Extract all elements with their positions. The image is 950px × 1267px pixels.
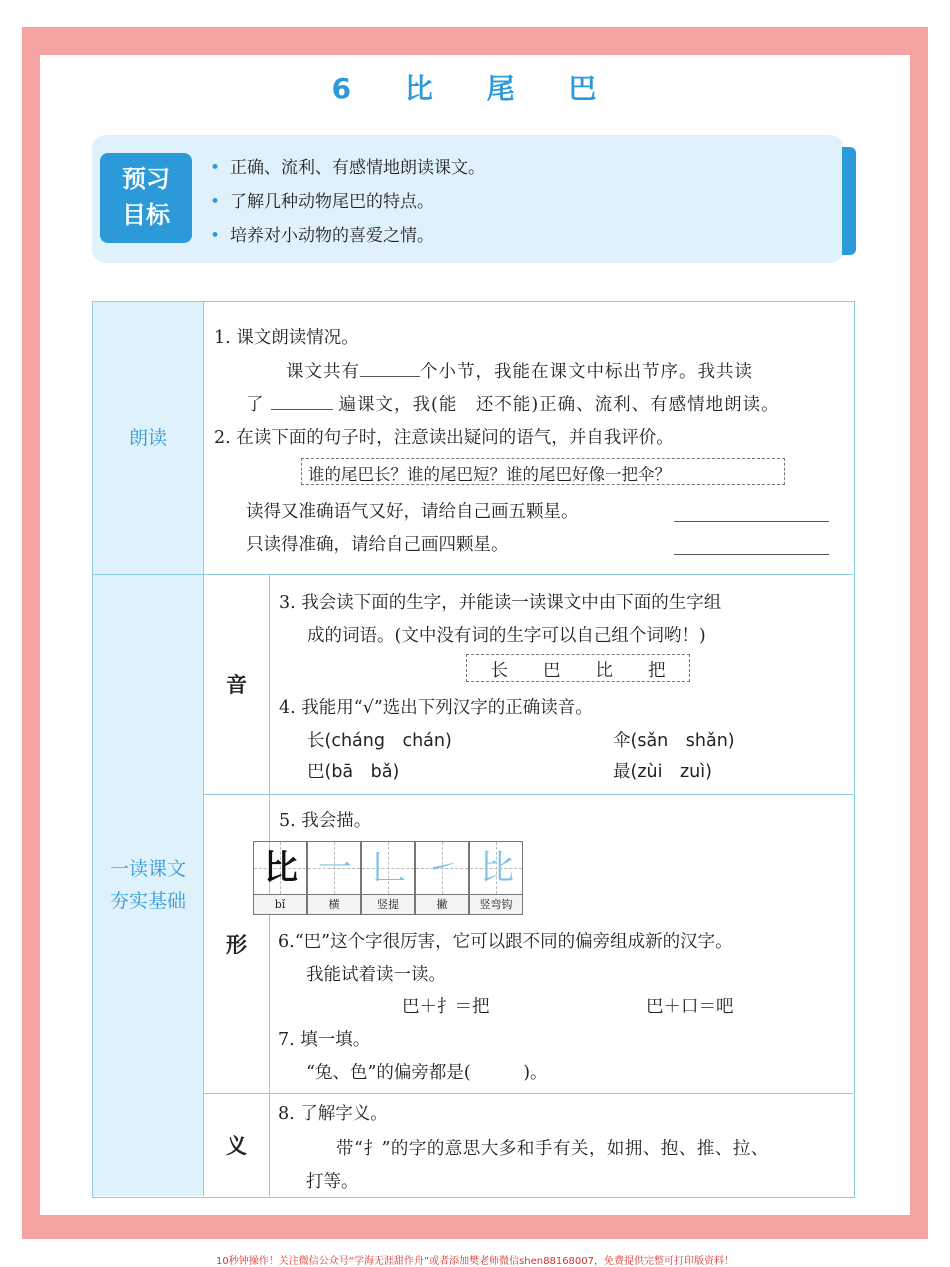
tracing-cell[interactable] — [361, 841, 415, 915]
tracing-caption: 竖弯钩 — [470, 894, 522, 914]
q1-line2-b: 遍课文，我(能 还不能)正确、流利、有感情地朗读。 — [338, 395, 780, 415]
section-basics-line2: 夯实基础 — [109, 890, 186, 912]
q3-chars: 长 巴 比 把 — [490, 661, 666, 681]
subsection-sound: 音 — [226, 672, 247, 697]
q2-stars-line2[interactable] — [674, 554, 829, 555]
section-reading — [93, 302, 204, 574]
q7-title: 7. 填一填。 — [278, 1030, 371, 1050]
q4-title: 4. 我能用“√”选出下列汉字的正确读音。 — [279, 698, 593, 718]
tracing-char: 一 — [318, 848, 352, 888]
goals-badge-line1: 预习 — [122, 165, 170, 193]
q1-title: 1. 课文朗读情况。 — [214, 328, 359, 348]
tracing-char: 比 — [480, 848, 514, 888]
q8-line1: 带“扌”的字的意思大多和手有关，如拥、抱、推、拉、 — [336, 1139, 769, 1159]
worksheet-page — [40, 55, 910, 1215]
q1-line1 — [286, 358, 753, 383]
divider — [204, 1093, 853, 1094]
tracing-char: 𠃊 — [372, 848, 406, 888]
tracing-caption: 竖提 — [362, 894, 414, 914]
section-basics-line1: 一读课文 — [109, 858, 186, 880]
goals-badge — [100, 153, 192, 243]
preview-goals-panel — [92, 135, 844, 263]
tracing-cell[interactable] — [415, 841, 469, 915]
q6-line1: 6.“巴”这个字很厉害，它可以跟不同的偏旁组成新的汉字。 — [278, 932, 733, 952]
q2-sentence-box — [301, 458, 785, 485]
q7-text[interactable]: “兔、色”的偏旁都是( )。 — [306, 1063, 548, 1083]
q6-equation2: 巴＋口＝吧 — [646, 997, 734, 1017]
subsection-meaning: 义 — [226, 1132, 247, 1158]
goal-item: • 正确、流利、有感情地朗读课文。 — [210, 151, 485, 185]
tracing-cell[interactable] — [469, 841, 523, 915]
goals-badge-line2: 目标 — [122, 201, 170, 229]
tracing-caption: 横 — [308, 894, 360, 914]
q8-title: 8. 了解字义。 — [278, 1104, 388, 1124]
q8-line2: 打等。 — [306, 1172, 359, 1192]
q2-sentence: 谁的尾巴长？谁的尾巴短？谁的尾巴好像一把伞？ — [308, 465, 671, 484]
q4-option-san[interactable]: 伞(sǎn shǎn) — [613, 731, 735, 751]
tracing-cell[interactable] — [253, 841, 307, 915]
section-reading-label: 朗读 — [128, 427, 167, 449]
q1-blank-times[interactable] — [271, 409, 333, 410]
q1-line1-b: 个小节，我能在课文中标出节序。我共读 — [420, 362, 753, 382]
q4-option-zui[interactable]: 最(zùi zuì) — [613, 762, 712, 782]
goal-item: • 了解几种动物尾巴的特点。 — [210, 185, 485, 219]
q2-eval2: 只读得准确，请给自己画四颗星。 — [246, 535, 509, 555]
goals-side-bar — [842, 147, 856, 255]
q1-line1-a: 课文共有 — [286, 362, 360, 382]
divider — [204, 794, 853, 795]
q4-option-chang[interactable]: 长(cháng chán) — [307, 731, 452, 751]
page-title: 6 比 尾 巴 — [331, 72, 619, 105]
q6-equation1: 巴＋扌＝把 — [402, 997, 490, 1017]
q5-title: 5. 我会描。 — [279, 811, 372, 831]
q2-eval1: 读得又准确语气又好，请给自己画五颗星。 — [246, 502, 579, 522]
goal-item: • 培养对小动物的喜爱之情。 — [210, 219, 485, 253]
section-basics — [93, 574, 204, 1196]
tracing-caption: bǐ — [254, 894, 306, 914]
q4-option-ba[interactable]: 巴(bā bǎ) — [307, 762, 400, 782]
q3-line2: 成的词语。(文中没有词的生字可以自己组个词哟！) — [307, 626, 706, 646]
q6-line2: 我能试着读一读。 — [306, 965, 446, 985]
q3-line1: 3. 我会读下面的生字，并能读一读课文中由下面的生字组 — [279, 593, 722, 613]
q1-blank-sections[interactable] — [360, 376, 420, 377]
goals-list — [210, 151, 485, 253]
q3-chars-box — [466, 654, 690, 682]
tracing-char: 比 — [264, 848, 298, 888]
footer-note: 10秒钟操作！关注微信公众号“学海无涯甜作舟”或者添加樊老师微信shen88168007，免费提供完整可打印版资料！ — [215, 1256, 735, 1267]
subsection-shape: 形 — [226, 931, 247, 957]
q1-line2 — [246, 391, 780, 416]
q2-stars-line1[interactable] — [674, 521, 829, 522]
q1-line2-a: 了 — [246, 395, 265, 415]
tracing-char: ㇀ — [426, 848, 460, 888]
q2-title: 2. 在读下面的句子时，注意读出疑问的语气，并自我评价。 — [214, 428, 674, 448]
tracing-caption: 撇 — [416, 894, 468, 914]
tracing-cell[interactable] — [307, 841, 361, 915]
